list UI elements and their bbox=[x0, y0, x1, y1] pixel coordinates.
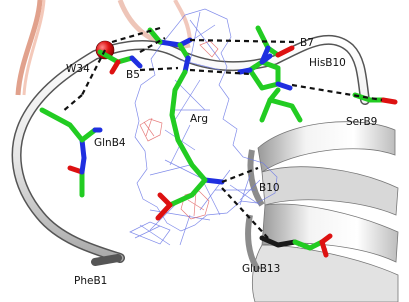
label-b10: B10 bbox=[259, 182, 280, 194]
label-w34: W34 bbox=[66, 63, 90, 75]
residue-gln-b4 bbox=[42, 110, 100, 195]
label-b5: B5 bbox=[126, 69, 140, 81]
labels bbox=[66, 37, 377, 287]
residue-arg bbox=[150, 30, 222, 218]
label-gln-b4: GlnB4 bbox=[94, 137, 126, 149]
label-glu-b13: GluB13 bbox=[242, 263, 281, 275]
label-b7: B7 bbox=[300, 37, 314, 49]
label-his-b10: HisB10 bbox=[309, 57, 346, 69]
residue-phe-b1 bbox=[95, 258, 118, 262]
label-arg: Arg bbox=[190, 113, 208, 125]
label-phe-b1: PheB1 bbox=[74, 275, 108, 287]
label-ser-b9: SerB9 bbox=[346, 116, 378, 128]
